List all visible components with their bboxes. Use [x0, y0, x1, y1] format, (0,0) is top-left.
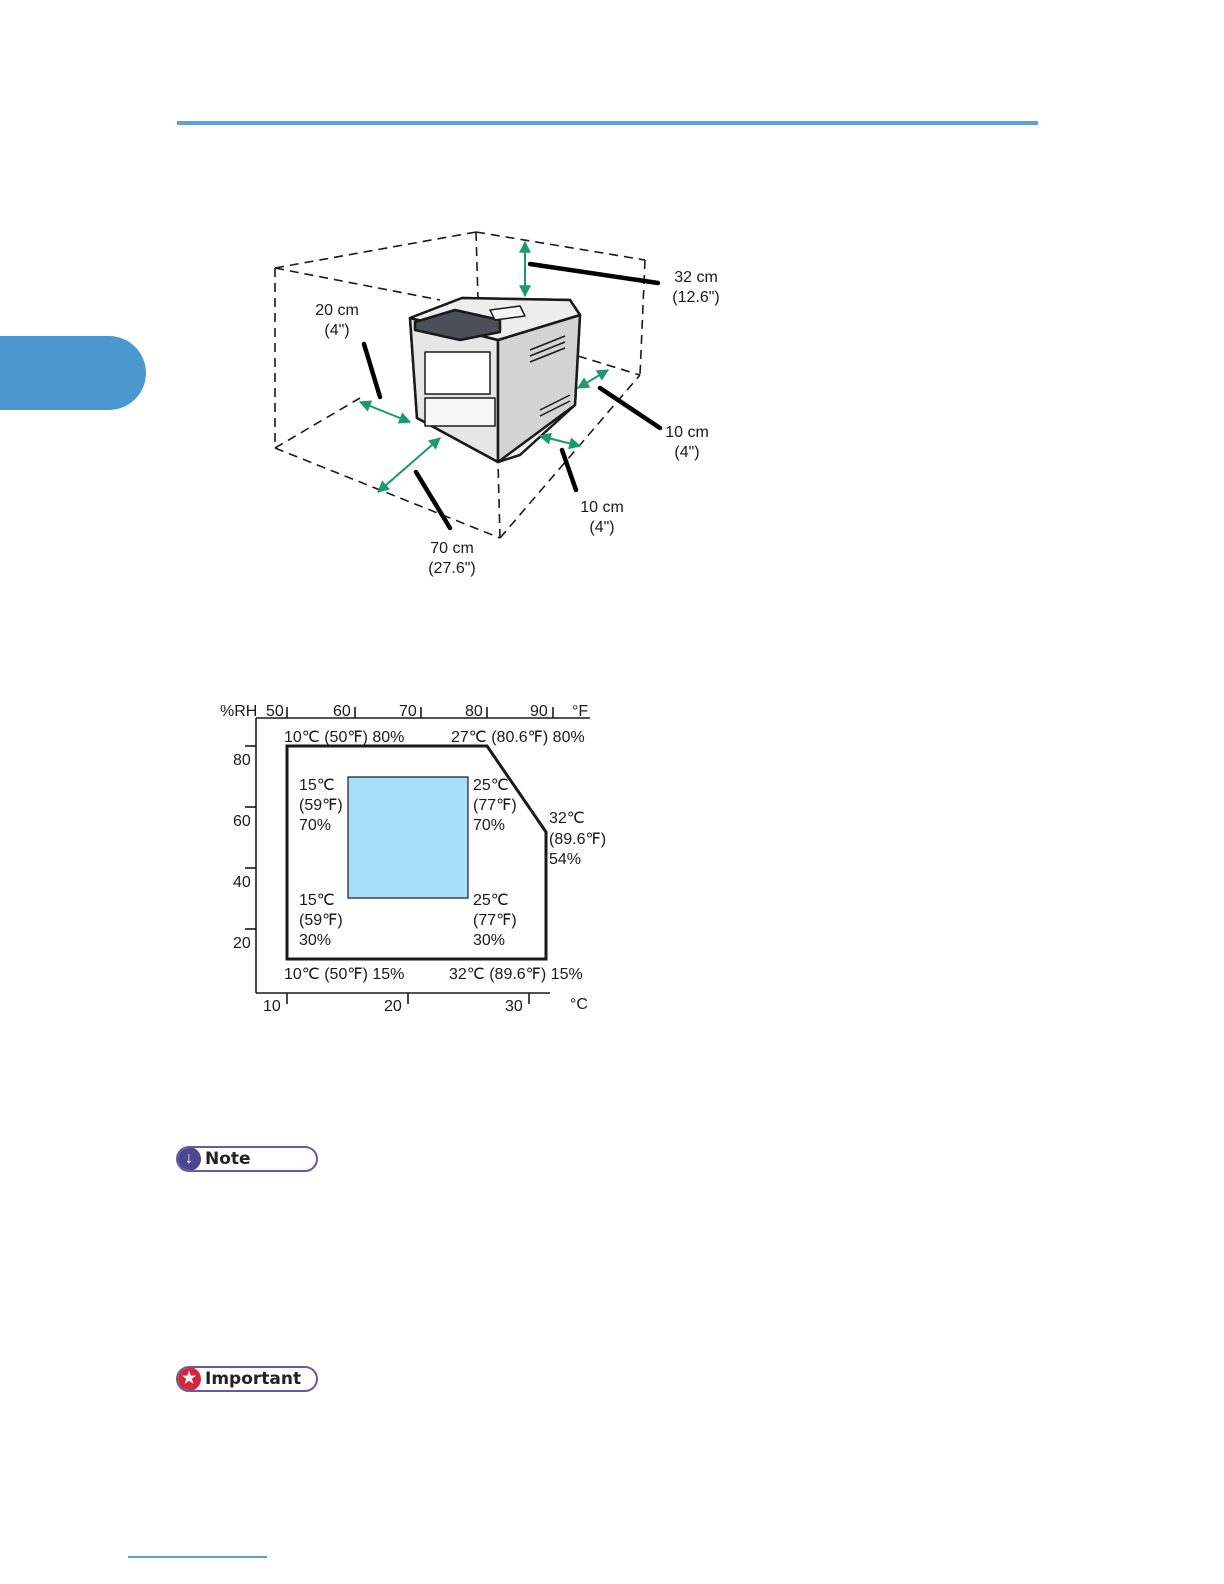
rh-axis-label: %RH — [220, 703, 258, 720]
corner-label-top-right: 27℃ (80.6℉) 80% — [451, 729, 585, 746]
header-rule — [177, 121, 1038, 125]
inner-label-tr: (77℉) — [473, 797, 517, 814]
inner-label-bl: 30% — [299, 932, 332, 949]
clearance-left-label: 20 cm (4") — [315, 302, 359, 339]
c-tick: 10 — [263, 998, 281, 1015]
f-tick: 70 — [399, 703, 417, 720]
note-label: Note — [205, 1149, 251, 1169]
corner-label-right: 32℃ — [549, 810, 585, 827]
clearance-front-label: 70 cm (27.6") — [428, 540, 476, 577]
inner-label-tl: 15℃ — [299, 777, 335, 794]
rh-tick: 60 — [233, 813, 251, 830]
rh-tick: 80 — [233, 752, 251, 769]
corner-label-bottom-right: 32℃ (89.6℉) 15% — [449, 966, 583, 983]
note-badge — [176, 1146, 318, 1172]
corner-label-top-left: 10℃ (50℉) 80% — [284, 729, 405, 746]
environment-chart — [210, 695, 620, 1025]
inner-label-bl: 15℃ — [299, 892, 335, 909]
important-badge — [176, 1366, 318, 1392]
recommended-range — [348, 777, 468, 898]
rh-tick: 40 — [233, 874, 251, 891]
footer-rule — [128, 1556, 267, 1558]
chapter-tab — [0, 336, 146, 410]
f-tick: 80 — [465, 703, 483, 720]
inner-label-br: (77℉) — [473, 912, 517, 929]
f-unit-label: °F — [572, 703, 589, 720]
clearance-right-label: 10 cm (4") — [665, 424, 709, 461]
rh-tick: 20 — [233, 935, 251, 952]
inner-label-br: 30% — [473, 932, 506, 949]
inner-label-br: 25℃ — [473, 892, 509, 909]
f-tick: 90 — [530, 703, 548, 720]
printer-illustration — [410, 298, 580, 462]
c-tick: 30 — [505, 998, 523, 1015]
inner-label-tr: 70% — [473, 817, 506, 834]
corner-label-right: 54% — [549, 851, 582, 868]
clearance-rear-label: 10 cm (4") — [580, 499, 624, 536]
corner-label-bottom-left: 10℃ (50℉) 15% — [284, 966, 405, 983]
inner-label-tr: 25℃ — [473, 777, 509, 794]
inner-label-tl: 70% — [299, 817, 332, 834]
c-tick: 20 — [384, 998, 402, 1015]
corner-label-right: (89.6℉) — [549, 831, 607, 848]
star-icon: ★ — [177, 1367, 201, 1391]
important-label: Important — [205, 1369, 302, 1389]
clearance-top-label: 32 cm (12.6") — [672, 269, 720, 306]
inner-label-tl: (59℉) — [299, 797, 343, 814]
f-tick: 50 — [266, 703, 284, 720]
inner-label-bl: (59℉) — [299, 912, 343, 929]
f-tick: 60 — [333, 703, 351, 720]
arrow-down-icon: ↓ — [177, 1147, 201, 1171]
c-unit-label: °C — [570, 996, 588, 1013]
